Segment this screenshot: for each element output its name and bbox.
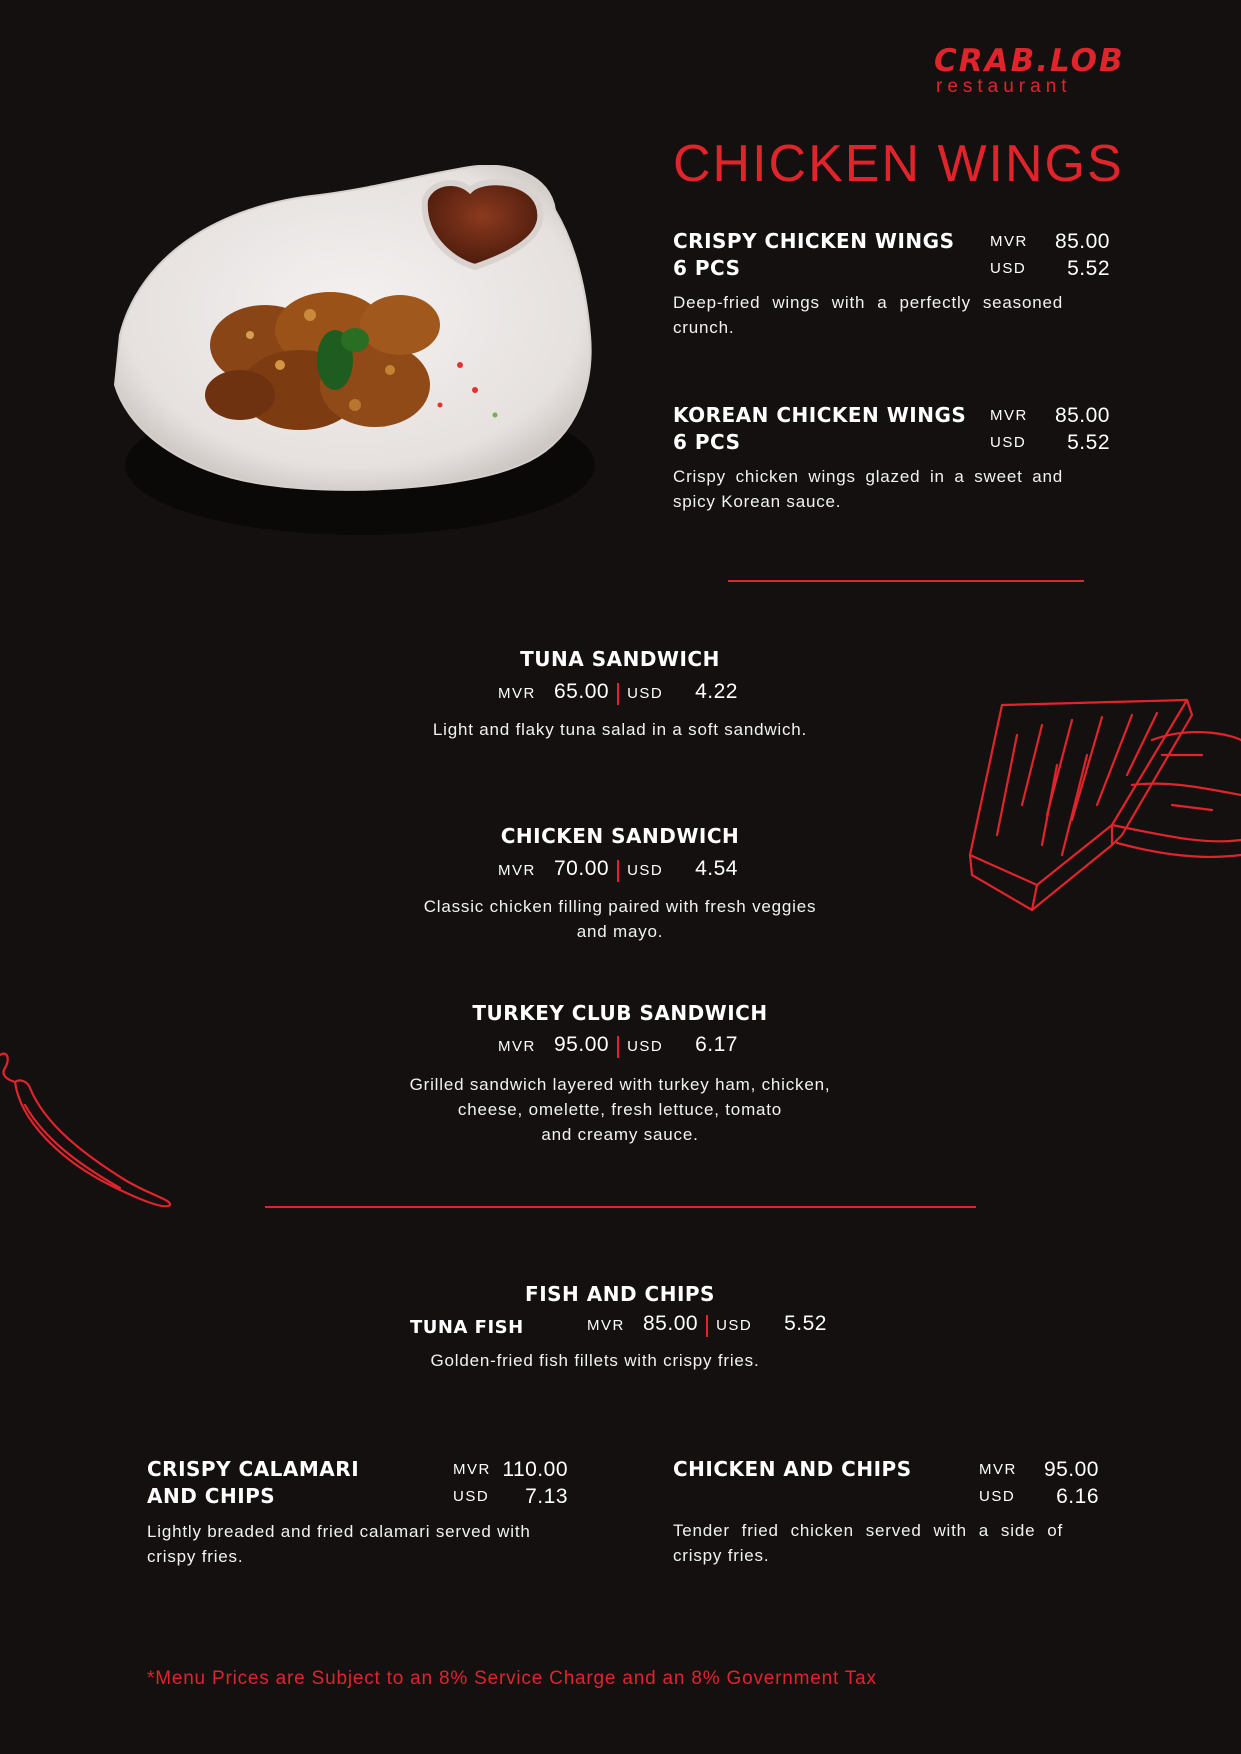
menu-item-description: Deep-fried wings with a perfectly seasoned crunch. (673, 293, 1063, 337)
tax-disclaimer: *Menu Prices are Subject to an 8% Service Charge and an 8% Government Tax (147, 1668, 877, 1689)
currency-label: USD (990, 434, 1027, 451)
price-usd: 5.52 (1067, 431, 1110, 454)
menu-item-description: Golden-fried fish fillets with crispy fries. (430, 1351, 760, 1370)
price-usd: 6.17 (695, 1033, 738, 1056)
price-separator (617, 683, 619, 705)
menu-item-price (453, 1456, 568, 1510)
menu-item-name: CRISPY CALAMARI AND CHIPS (147, 1457, 360, 1508)
currency-label: MVR (990, 233, 1028, 250)
section-title-chicken-wings: CHICKEN WINGS (673, 135, 1124, 193)
currency-label: USD (990, 260, 1027, 277)
menu-item-name: KOREAN CHICKEN WINGS 6 PCS (673, 403, 967, 454)
chili-pepper-illustration-icon (0, 1050, 175, 1215)
chicken-wings-plate-photo (100, 165, 600, 550)
menu-item-name: CRISPY CHICKEN WINGS 6 PCS (673, 229, 955, 280)
menu-item-price (498, 857, 738, 885)
menu-item-price (498, 1033, 738, 1061)
menu-item-name: TURKEY CLUB SANDWICH (472, 1001, 768, 1025)
price-usd: 4.22 (695, 680, 738, 703)
currency-label: MVR (498, 862, 536, 879)
menu-item-description: Grilled sandwich layered with turkey ham, chicken, cheese, omelette, fresh lettuce, tomato and creamy sauce. (409, 1075, 831, 1144)
price-usd: 5.52 (784, 1312, 827, 1335)
currency-label: MVR (498, 1038, 536, 1055)
price-mvr: 65.00 (554, 680, 610, 703)
menu-item-price (990, 228, 1110, 282)
price-usd: 6.16 (1056, 1485, 1099, 1508)
menu-item-price (990, 402, 1110, 456)
menu-item-price (498, 680, 738, 708)
price-mvr: 85.00 (1054, 404, 1110, 427)
section-divider (728, 580, 1084, 582)
menu-item-description: Crispy chicken wings glazed in a sweet and spicy Korean sauce. (673, 467, 1063, 511)
price-mvr: 95.00 (1043, 1458, 1099, 1481)
menu-item-description: Light and flaky tuna salad in a soft sandwich. (432, 720, 808, 739)
price-usd: 5.52 (1067, 257, 1110, 280)
menu-item-name: CHICKEN AND CHIPS (673, 1457, 912, 1481)
price-separator (617, 1036, 619, 1058)
currency-label: USD (627, 685, 664, 702)
currency-label: MVR (587, 1317, 625, 1334)
currency-label: MVR (498, 685, 536, 702)
currency-label: MVR (453, 1461, 491, 1478)
currency-label: MVR (979, 1461, 1017, 1478)
price-mvr: 110.00 (502, 1458, 568, 1481)
price-usd: 4.54 (695, 857, 738, 880)
menu-item-price (979, 1456, 1099, 1510)
brand-logo: CRAB.LOB (934, 43, 1125, 79)
menu-item-description: Tender fried chicken served with a side of crispy fries. (673, 1521, 1063, 1565)
menu-item-name: CHICKEN SANDWICH (500, 824, 740, 848)
price-mvr: 85.00 (643, 1312, 699, 1335)
price-usd: 7.13 (525, 1485, 568, 1508)
currency-label: USD (979, 1488, 1016, 1505)
price-mvr: 70.00 (554, 857, 610, 880)
price-separator (617, 860, 619, 882)
sandwich-illustration-icon (962, 695, 1241, 930)
currency-label: USD (627, 1038, 664, 1055)
currency-label: MVR (990, 407, 1028, 424)
brand-tagline: restaurant (936, 76, 1072, 97)
price-mvr: 95.00 (554, 1033, 610, 1056)
section-heading-fish-and-chips: FISH AND CHIPS (525, 1282, 715, 1306)
menu-item-price (587, 1312, 827, 1340)
currency-label: USD (716, 1317, 753, 1334)
menu-item-name: TUNA SANDWICH (520, 647, 720, 671)
menu-item-description: Lightly breaded and fried calamari served with crispy fries. (147, 1522, 531, 1566)
price-mvr: 85.00 (1054, 230, 1110, 253)
menu-item-description: Classic chicken filling paired with fresh veggies and mayo. (423, 897, 817, 941)
section-divider (265, 1206, 976, 1208)
currency-label: USD (627, 862, 664, 879)
currency-label: USD (453, 1488, 490, 1505)
price-separator (706, 1315, 708, 1337)
menu-item-name: TUNA FISH (410, 1317, 524, 1338)
